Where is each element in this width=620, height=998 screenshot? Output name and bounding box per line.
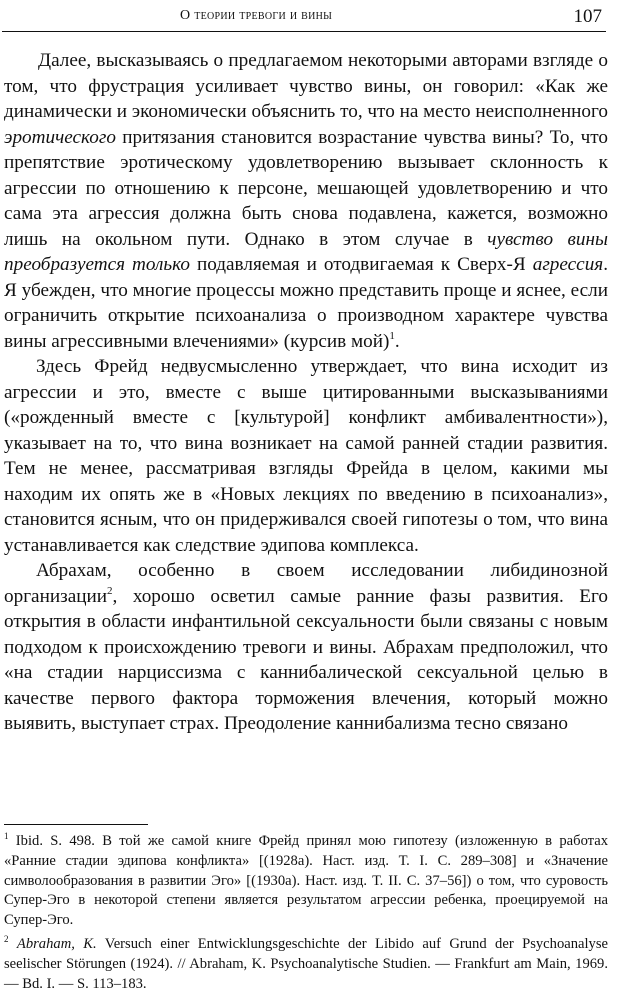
body-text <box>4 48 608 737</box>
footnote-2-mark: 2 <box>4 933 9 944</box>
footnote-2-text: Versuch einer Entwicklungsgeschichte der Libido auf Grund der Psychoanalyse seelischer Störungen (1924). // Abraham, K. Psychoanalytische Studien. — Frankfurt am Main, 1969. — Bd. I. — S. 113–183. <box>4 935 609 992</box>
paragraph-3 <box>4 558 608 737</box>
paragraph-1-text-e: . <box>394 330 400 352</box>
running-title: О теории тревоги и вины <box>180 8 333 23</box>
footnote-1-text: Ibid. S. 498. В той же самой книге Фрейд принял мою гипотезу (изложенную в работах «Ранние стадии эдипова конфликта» [(1928a). Наст. изд. Т. I. С. 289–308] и «Значение символообразования в развитии Эго» [(1930a). Наст. изд. Т. II. С. 37–56]) о том, что суровость Супер-Эго в некоторой степени является результатом агрессии ребенка, проецируемой на Супер-Эго. <box>4 833 608 929</box>
footnote-2 <box>4 935 608 994</box>
footnotes <box>4 832 608 998</box>
paragraph-1 <box>4 48 608 354</box>
paragraph-2: Здесь Фрейд недвусмысленно утверждает, что вина исходит из агрессии и это, вместе с выше цитированными высказываниями («рожденный вместе с [культурой] конфликт амбивалентности»), указывает на то, что вина возникает на самой ранней стадии развития. Тем не менее, рассматривая взгляды Фрейда в целом, какими мы находим их опять же в «Новых лекциях по введению в психоанализ», становится ясным, что он придерживался своей гипотезы о том, что вина устанавливается как следствие эдипова комплекса. <box>4 356 608 556</box>
paragraph-1-italic-aggression: агрессия <box>532 254 604 275</box>
paragraph-1-italic-erotic: эротического <box>4 126 116 148</box>
paragraph-1-text-b: притязания становится возрастание чувства вины? То, что препятствие эротическому удовлетворению вызывает склонность к агрессии по отношению к персоне, мешающей удовлетворению и что сама эта агрессия должна быть снова подавлена, кажется, возможно лишь на окольном пути. Однако в этом случае в <box>4 126 608 250</box>
running-head <box>0 4 620 30</box>
paragraph-3-text-a: Абрахам, особенно в своем исследовании либидинозной организации <box>4 560 608 607</box>
footnote-rule <box>4 824 148 825</box>
header-rule <box>2 31 606 32</box>
page-number: 107 <box>573 6 602 27</box>
footnote-ref-2[interactable]: 2 <box>107 584 113 597</box>
paragraph-1-italic-guilt: чувство вины преобразуется только <box>4 228 608 275</box>
paragraph-3-text-b: , хорошо осветил самые ранние фазы развития. Его открытия в области инфантильной сексуальности были связаны с новым подходом к происхождению тревоги и вины. Абрахам предположил, что «на стадии нарциссизма с каннибалической сексуальной целью в качестве первого фактора торможения влечения, который можно выявить, выступает страх. Преодоление каннибализма тесно связано <box>4 585 608 734</box>
footnote-1-mark: 1 <box>4 831 9 841</box>
footnote-ref-1[interactable]: 1 <box>389 329 395 342</box>
paragraph-1-text-a: Далее, высказываясь о предлагаемом некоторыми авторами взгляде о том, что фрустрация усиливает чувство вины, он говорил: «Как же динамически и экономически объяснить то, что на место неисполненного <box>4 50 608 122</box>
footnote-2-author: Abraham, K. <box>16 935 97 952</box>
paragraph-1-text-d: . Я убежден, что многие процессы можно представить проще и яснее, если ограничить открытие психоанализа о производном характере чувства вины агрессивными влечениями» (курсив мой) <box>4 254 608 352</box>
footnote-1 <box>4 832 608 931</box>
paragraph-1-text-c: подавляемая и отодвигаемая к Сверх-Я <box>189 254 533 275</box>
